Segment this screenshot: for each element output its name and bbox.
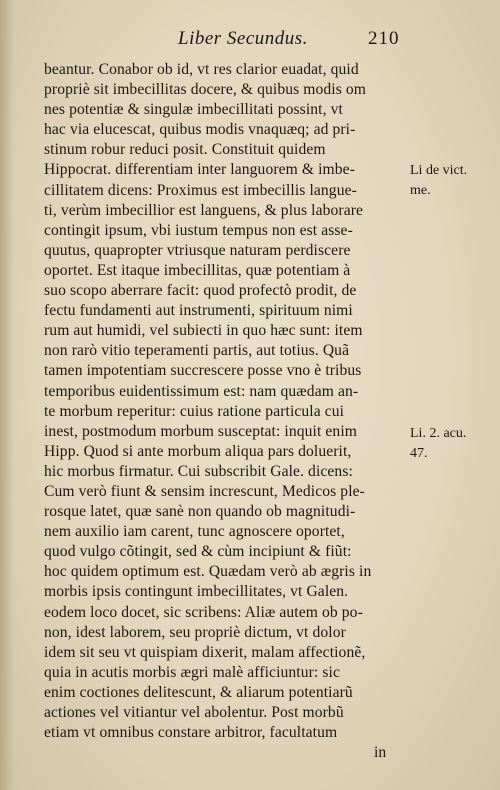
text-line: ti, verùm imbecillior est languens, & plus laborare <box>44 201 364 219</box>
text-line: Hipp. Quod si ante morbum aliqua pars doluerit, <box>44 442 352 460</box>
text-line: Hippocrat. differentiam inter languorem & imbe- <box>44 161 355 179</box>
text-line: quod vulgo cõtingit, sed & cùm incipiunt & fiũt: <box>44 543 352 561</box>
text-line: eodem loco docet, sic scribens: Aliæ autem ob po- <box>44 603 363 621</box>
text-line: actiones vel vitiantur vel abolentur. Post morbũ <box>44 704 344 721</box>
text-line: te morbum reperitur: cuius ratione particula cui <box>44 402 345 420</box>
page-number: 210 <box>368 28 400 49</box>
text-line: morbis ipsis contingunt imbecillitates, vt Galen. <box>44 583 349 601</box>
text-line: inest, postmodum morbum susceptat: inquit enim <box>44 422 357 440</box>
text-line: beantur. Conabor ob id, vt res clarior euadat, quid <box>44 61 359 78</box>
text-line: hac via elucescat, quibus modis vnaquæq; ad pri- <box>44 121 356 139</box>
margin-note-line: 47. <box>410 446 428 461</box>
text-line: hic morbus firmatur. Cui subscribit Gale. dicens: <box>44 462 353 480</box>
text-line: oportet. Est itaque imbecillitas, quæ potentiam à <box>44 261 351 279</box>
text-line: contingit ipsum, vbi iustum tempus non est asse- <box>44 221 353 239</box>
text-line: rum aut humidi, vel subiecti in quo hæc sunt: item <box>44 322 363 340</box>
text-line: non, idest laborem, seu propriè dictum, vt dolor <box>44 623 346 641</box>
text-line: etiam vt omnibus constare arbitror, facultatum <box>44 724 338 742</box>
text-line: temporibus euidentissimum est: nam quædam an- <box>44 382 359 400</box>
text-line: enim coctiones delitescunt, & aliarum potentiarũ <box>44 683 353 701</box>
text-line: hoc quidem optimum est. Quædam verò ab ægris in <box>44 563 372 581</box>
text-line: non rarò vitio teperamenti partis, aut totius. Quã <box>44 342 350 360</box>
text-line: fectu fundamenti aut instrumenti, spirituum nimi <box>44 302 353 320</box>
text-line: stinum robur reduci posit. Constituit quidem <box>44 141 326 159</box>
text-line: idem sit seu vt quispiam dixerit, malam affectionẽ, <box>44 643 366 661</box>
margin-note-line: me. <box>410 183 431 198</box>
text-line: rosque latet, quæ sanè non quando ob magnitudi- <box>44 503 356 521</box>
margin-note <box>410 424 466 464</box>
text-line: propriè sit imbecillitas docere, & quibus modis om <box>44 81 367 99</box>
running-head: Liber Secundus. <box>178 28 308 49</box>
margin-note-line: Li de vict. <box>410 163 468 178</box>
margin-note <box>410 161 467 201</box>
text-line: nem auxilio iam carent, tunc agnoscere oportet, <box>44 523 345 541</box>
text-line: cillitatem dicens: Proximus est imbecillis langue- <box>44 181 357 199</box>
text-line: suo scopo aberrare facit: quod profectò prodit, de <box>44 282 357 300</box>
body-text <box>44 60 406 763</box>
text-line: nes potentiæ & singulæ imbecillitati possint, vt <box>44 101 343 119</box>
margin-note-line: Li. 2. acu. <box>410 426 467 441</box>
text-line: tamen impotentiam succrescere posse vno è tribus <box>44 362 362 380</box>
text-line: quutus, quapropter vtriusque naturam perdiscere <box>44 241 351 259</box>
catchword: in <box>374 744 387 762</box>
text-line: Cum verò fiunt & sensim increscunt, Medicos ple- <box>44 482 365 500</box>
text-line: quia in acutis morbis ægri malè afficiuntur: sic <box>44 663 340 681</box>
